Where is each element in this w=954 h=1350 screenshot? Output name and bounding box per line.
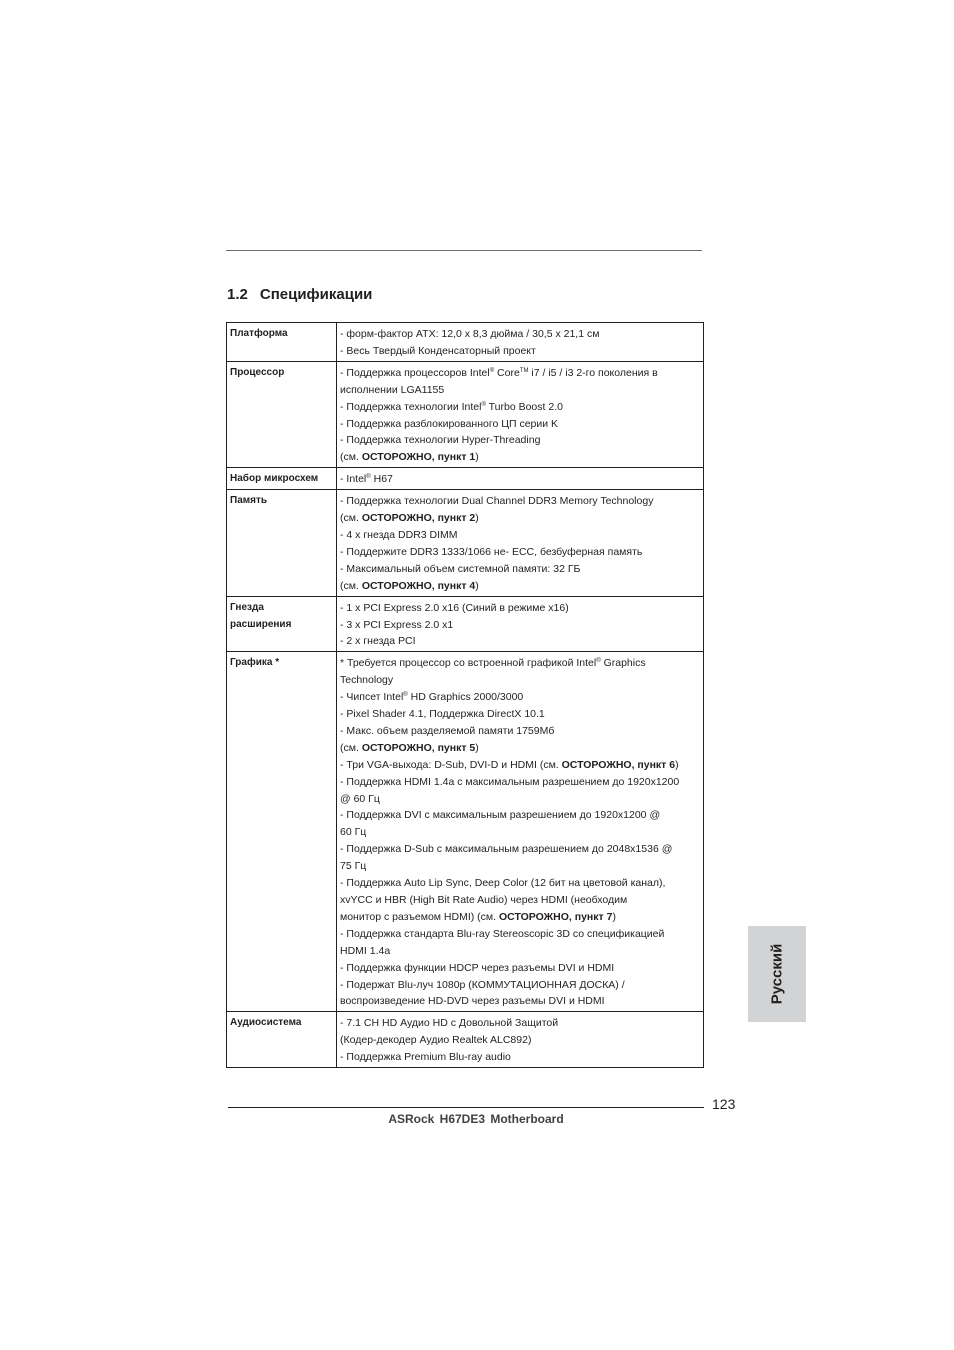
section-number: 1.2 <box>227 286 248 303</box>
spec-text: ) <box>612 910 616 923</box>
spec-line <box>340 471 703 488</box>
spec-value <box>337 468 704 490</box>
spec-line <box>340 909 703 926</box>
section-title-text: Спецификации <box>259 286 373 303</box>
spec-line <box>340 858 703 875</box>
spec-row <box>227 596 704 652</box>
spec-text: - Поддержка Auto Lip Sync, Deep Color (12 бит на цветовой канал), <box>340 877 666 890</box>
spec-line <box>340 365 703 382</box>
spec-line <box>340 493 703 510</box>
spec-label <box>227 323 337 362</box>
spec-line <box>340 416 703 433</box>
spec-text: - 4 x гнезда DDR3 DIMM <box>340 528 458 541</box>
spec-line <box>340 399 703 416</box>
spec-line <box>340 326 703 343</box>
spec-row <box>227 323 704 362</box>
spec-text: - Максимальный объем системной памяти: 32 ГБ <box>340 562 581 575</box>
spec-text: H67 <box>370 473 393 486</box>
spec-text: i7 / i5 / i3 2-го поколения в <box>528 366 658 379</box>
spec-label-text: расширения <box>230 618 292 630</box>
spec-text: - Подержат Blu-луч 1080p (КОММУТАЦИОННАЯ ДОСКА) / <box>340 978 625 991</box>
spec-line <box>340 1015 703 1032</box>
spec-line <box>340 600 703 617</box>
spec-text: монитор с разъемом HDMI) (см. <box>340 910 499 923</box>
spec-value <box>337 361 704 467</box>
superscript-mark: TM <box>519 367 529 374</box>
spec-text: 60 Гц <box>340 826 367 839</box>
spec-line <box>340 633 703 650</box>
section-title <box>227 286 372 303</box>
spec-text: ) <box>675 758 679 771</box>
superscript-mark: ® <box>596 658 601 665</box>
spec-label-text: Графика * <box>230 657 280 669</box>
spec-text: (см. <box>340 741 362 754</box>
spec-text: Technology <box>340 674 394 687</box>
spec-value <box>337 490 704 596</box>
caution-reference: ОСТОРОЖНО, пункт 6 <box>561 758 676 771</box>
spec-label-text: Аудиосистема <box>230 1017 302 1029</box>
spec-line <box>340 926 703 943</box>
spec-line <box>340 807 703 824</box>
spec-text: - форм-фактор ATX: 12,0 x 8,3 дюйма / 30,5 x 21,1 см <box>340 328 600 340</box>
spec-row <box>227 652 704 1012</box>
spec-text: воспроизведение HD-DVD через разъемы DVI и HDMI <box>340 995 605 1008</box>
spec-line <box>340 689 703 706</box>
spec-text: - 2 x гнезда PCI <box>340 635 416 648</box>
spec-line <box>340 993 703 1010</box>
spec-label <box>227 596 337 652</box>
spec-text: - Pixel Shader 4.1, Поддержка DirectX 10.1 <box>340 708 545 721</box>
page-number: 123 <box>712 1096 736 1112</box>
spec-label <box>227 468 337 490</box>
spec-text: xvYCC и HBR (High Bit Rate Audio) через HDMI (необходим <box>340 894 628 906</box>
spec-line <box>340 578 703 595</box>
spec-text: - Поддержка Premium Blu-ray audio <box>340 1051 511 1064</box>
spec-text: (см. <box>340 451 362 464</box>
spec-line <box>340 1049 703 1066</box>
spec-text: 75 Гц <box>340 860 367 873</box>
spec-label-text: Гнезда <box>230 601 264 613</box>
language-side-tab-label: Русский <box>768 943 786 1005</box>
footer-divider <box>228 1107 704 1108</box>
spec-text: - 3 x PCI Express 2.0 x1 <box>340 618 454 631</box>
spec-text: - Поддержка процессоров Intel <box>340 366 490 379</box>
spec-line <box>340 774 703 791</box>
superscript-mark: ® <box>481 401 486 408</box>
spec-line <box>340 977 703 994</box>
spec-label-text: Платформа <box>230 328 288 339</box>
spec-line <box>340 757 703 774</box>
caution-reference: ОСТОРОЖНО, пункт 5 <box>361 741 476 754</box>
spec-line <box>340 617 703 634</box>
footer-product-name: ASRock H67DE3 Motherboard <box>388 1112 564 1126</box>
spec-value <box>337 1012 704 1068</box>
spec-text: - Макс. объем разделяемой памяти 1759Мб <box>340 724 555 737</box>
spec-text: (Кодер-декодер Аудио Realtek ALC892) <box>340 1034 532 1047</box>
spec-line <box>340 544 703 561</box>
spec-text: - Поддержка стандарта Blu-ray Stereoscopic 3D со спецификацией <box>340 927 665 940</box>
spec-value <box>337 652 704 1012</box>
spec-line <box>340 841 703 858</box>
spec-text: исполнении LGA1155 <box>340 383 445 396</box>
spec-text: - Поддержка DVI с максимальным разрешением до 1920x1200 @ <box>340 809 661 822</box>
spec-line <box>340 1032 703 1049</box>
spec-line <box>340 723 703 740</box>
spec-line <box>340 791 703 808</box>
spec-text: - Весь Твердый Конденсаторный проект <box>340 344 536 357</box>
spec-text: - Чипсет Intel <box>340 691 404 704</box>
spec-label <box>227 652 337 1012</box>
spec-text: - 7.1 CH HD Аудио HD с Довольной Защитой <box>340 1017 559 1030</box>
spec-label-text: Набор микросхем <box>230 473 319 485</box>
spec-line <box>340 740 703 757</box>
spec-text: - Поддержка технологии Hyper-Threading <box>340 434 541 447</box>
spec-text: - Intel <box>340 473 367 486</box>
spec-text: - Три VGA-выхода: D-Sub, DVI-D и HDMI (см. <box>340 758 562 771</box>
spec-value <box>337 323 704 362</box>
caution-reference: ОСТОРОЖНО, пункт 4 <box>361 579 476 592</box>
caution-reference: ОСТОРОЖНО, пункт 2 <box>361 512 476 525</box>
spec-text: ) <box>475 741 479 754</box>
spec-line <box>340 449 703 466</box>
spec-text: - Поддержка HDMI 1.4a с максимальным разрешением до 1920x1200 <box>340 775 680 788</box>
spec-text: HDMI 1.4a <box>340 944 391 957</box>
spec-text: ) <box>475 451 479 464</box>
spec-text: Core <box>494 366 520 379</box>
spec-text: - Поддержка D-Sub с максимальным разрешением до 2048x1536 @ <box>340 843 673 856</box>
spec-label-text: Процессор <box>230 366 285 378</box>
caution-reference: ОСТОРОЖНО, пункт 1 <box>361 451 476 464</box>
spec-line <box>340 510 703 527</box>
spec-text: HD Graphics 2000/3000 <box>407 691 524 704</box>
spec-line <box>340 382 703 399</box>
top-divider <box>226 250 702 251</box>
spec-text: - Поддержите DDR3 1333/1066 не- ECC, безбуферная память <box>340 545 643 558</box>
spec-line <box>340 943 703 960</box>
spec-line <box>340 655 703 672</box>
spec-row <box>227 490 704 596</box>
spec-text: - 1 x PCI Express 2.0 x16 (Синий в режиме x16) <box>340 601 569 614</box>
spec-line <box>340 672 703 689</box>
spec-value <box>337 596 704 652</box>
spec-line <box>340 824 703 841</box>
spec-text: @ 60 Гц <box>340 792 380 805</box>
spec-text: Graphics <box>600 657 646 670</box>
spec-line <box>340 875 703 892</box>
spec-line <box>340 343 703 360</box>
spec-text: ) <box>475 512 479 525</box>
spec-label <box>227 1012 337 1068</box>
spec-line <box>340 892 703 909</box>
spec-text: - Поддержка функции HDCP через разъемы DVI и HDMI <box>340 961 615 974</box>
superscript-mark: ® <box>489 367 495 374</box>
spec-text: ) <box>475 579 479 592</box>
spec-line <box>340 527 703 544</box>
spec-table-body <box>227 323 704 1068</box>
spec-table <box>226 322 704 1068</box>
spec-text: - Поддержка технологии Dual Channel DDR3 Memory Technology <box>340 495 654 508</box>
superscript-mark: ® <box>403 692 408 699</box>
spec-label-text: Память <box>230 495 268 507</box>
spec-row <box>227 361 704 467</box>
spec-row <box>227 468 704 490</box>
caution-reference: ОСТОРОЖНО, пункт 7 <box>498 910 613 923</box>
spec-text: (см. <box>340 579 362 592</box>
spec-text: (см. <box>340 512 362 525</box>
spec-line <box>340 561 703 578</box>
spec-label <box>227 490 337 596</box>
spec-label <box>227 361 337 467</box>
spec-row <box>227 1012 704 1068</box>
language-side-tab <box>748 926 806 1022</box>
spec-text: Turbo Boost 2.0 <box>485 400 563 413</box>
spec-text: - Поддержка технологии Intel <box>340 400 482 413</box>
spec-text: - Поддержка разблокированного ЦП серии K <box>340 417 559 430</box>
spec-line <box>340 432 703 449</box>
spec-line <box>340 960 703 977</box>
spec-line <box>340 706 703 723</box>
spec-text: * Требуется процессор со встроенной графикой Intel <box>340 657 597 670</box>
superscript-mark: ® <box>366 474 371 481</box>
